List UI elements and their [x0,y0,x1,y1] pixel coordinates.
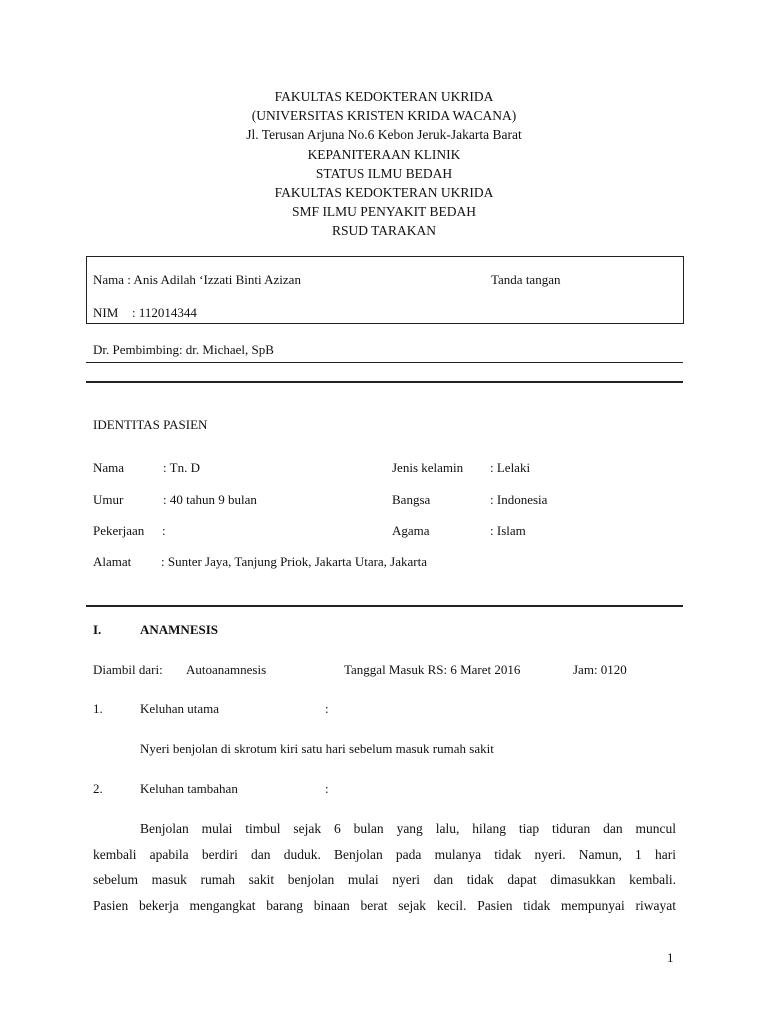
header-line-status: STATUS ILMU BEDAH [315,165,453,181]
keluhan-utama-label: Keluhan utama [140,701,220,716]
keluhan-tambahan-paragraph [93,816,676,918]
divider-section [86,381,683,383]
keluhan-tambahan-colon: : [325,781,329,796]
divider-supervisor [86,362,683,363]
student-name: Nama : Anis Adilah ‘Izzati Binti Azizan [93,272,301,287]
header-line-smf: SMF ILMU PENYAKIT BEDAH [292,204,476,220]
supervisor: Dr. Pembimbing: dr. Michael, SpB [93,342,274,357]
jenis-kelamin-value: : Lelaki [490,460,531,475]
agama-value: : Islam [490,523,526,538]
pekerjaan-value: : [162,523,166,538]
tanggal-masuk: Tanggal Masuk RS: 6 Maret 2016 [344,662,521,677]
paragraph-line: kembali apabila berdiri dan duduk. Benjolan pada mulanya tidak nyeri. Namun, 1 hari [93,846,676,862]
keluhan-tambahan-number: 2. [93,781,103,796]
signature-label: Tanda tangan [491,272,561,287]
identitas-title: IDENTITAS PASIEN [93,417,208,432]
alamat-label: Alamat [93,554,132,569]
umur-value: : 40 tahun 9 bulan [163,492,257,507]
nim-label: NIM [93,305,119,320]
header-line-kepaniteraan: KEPANITERAAN KLINIK [307,146,461,162]
nim-value: : 112014344 [132,305,197,320]
header-line-faculty: FAKULTAS KEDOKTERAN UKRIDA [274,89,494,104]
divider-anamnesis [86,605,683,607]
keluhan-utama-number: 1. [93,701,103,716]
paragraph-line: Benjolan mulai timbul sejak 6 bulan yang lalu, hilang tiap tiduran dan muncul [140,821,676,836]
jenis-kelamin-label: Jenis kelamin [392,460,464,475]
diambil-label: Diambil dari: [93,662,163,677]
diambil-value: Autoanamnesis [186,662,267,677]
bangsa-label: Bangsa [392,492,431,507]
nama-value: : Tn. D [163,460,200,475]
jam-masuk: Jam: 0120 [573,662,627,677]
keluhan-utama-colon: : [325,701,329,716]
bangsa-value: : Indonesia [490,492,548,507]
header-line-address: Jl. Terusan Arjuna No.6 Kebon Jeruk-Jakarta Barat [246,127,522,143]
header-line-faculty-2: FAKULTAS KEDOKTERAN UKRIDA [274,184,494,200]
pekerjaan-label: Pekerjaan [93,523,145,538]
nama-label: Nama [93,460,125,475]
anamnesis-number: I. [93,622,102,637]
paragraph-line: Pasien bekerja mengangkat barang binaan berat sejak kecil. Pasien tidak mempunyai riwayat [93,897,676,913]
page-number: 1 [667,950,674,965]
umur-label: Umur [93,492,124,507]
header-line-university: (UNIVERSITAS KRISTEN KRIDA WACANA) [251,108,517,124]
keluhan-tambahan-label: Keluhan tambahan [140,781,238,796]
document-header [0,87,768,241]
keluhan-utama-text: Nyeri benjolan di skrotum kiri satu hari sebelum masuk rumah sakit [140,741,494,756]
header-line-rsud: RSUD TARAKAN [331,223,437,239]
paragraph-line: sebelum masuk rumah sakit benjolan mulai nyeri dan tidak dapat dimasukkan kembali. [93,872,676,887]
alamat-value: : Sunter Jaya, Tanjung Priok, Jakarta Utara, Jakarta [161,554,427,569]
anamnesis-title: ANAMNESIS [140,622,219,637]
agama-label: Agama [392,523,430,538]
